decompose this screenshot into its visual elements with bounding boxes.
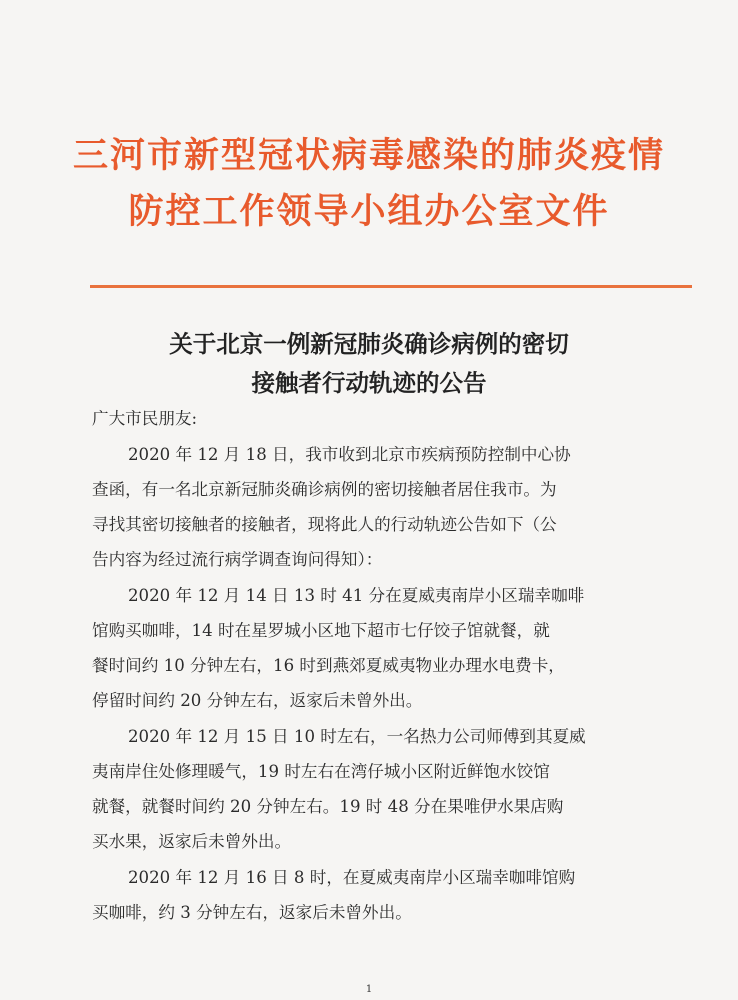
body-line: 2020 年 12 月 15 日 10 时左右，一名热力公司师傅到其夏威: [128, 727, 586, 746]
header-divider: [90, 285, 692, 288]
notice-title-line-1: 关于北京一例新冠肺炎确诊病例的密切: [169, 330, 569, 358]
greeting: 广大市民朋友:: [92, 409, 198, 428]
body-line: 就餐，就餐时间约 20 分钟左右。19 时 48 分在果唯伊水果店购: [92, 797, 564, 816]
body-line: 2020 年 12 月 18 日，我市收到北京市疾病预防控制中心协: [128, 445, 571, 464]
body-line: 2020 年 12 月 14 日 13 时 41 分在夏威夷南岸小区瑞幸咖啡: [128, 586, 585, 605]
body-line: 查函，有一名北京新冠肺炎确诊病例的密切接触者居住我市。为: [92, 480, 557, 499]
page-number: 1: [365, 984, 373, 995]
issuer-header-line-1: 三河市新型冠状病毒感染的肺炎疫情: [72, 136, 665, 176]
body-line: 寻找其密切接触者的接触者，现将此人的行动轨迹公告如下（公: [92, 515, 557, 534]
notice-title-line-2: 接触者行动轨迹的公告: [251, 369, 487, 397]
body-line: 告内容为经过流行病学调查询问得知）：: [92, 550, 383, 569]
body-line: 买水果，返家后未曾外出。: [92, 832, 292, 851]
body-line: 夷南岸住处修理暖气，19 时左右在湾仔城小区附近鲜饱水饺馆: [92, 762, 550, 781]
body-line: 买咖啡，约 3 分钟左右，返家后未曾外出。: [92, 903, 412, 922]
body-line: 馆购买咖啡，14 时在星罗城小区地下超市七仔饺子馆就餐，就: [92, 621, 550, 640]
body-line: 餐时间约 10 分钟左右，16 时到燕郊夏威夷物业办理水电费卡，: [92, 656, 565, 675]
body-line: 停留时间约 20 分钟左右，返家后未曾外出。: [92, 691, 423, 710]
issuer-header-line-2: 防控工作领导小组办公室文件: [128, 192, 610, 232]
body-line: 2020 年 12 月 16 日 8 时，在夏威夷南岸小区瑞幸咖啡馆购: [128, 868, 576, 887]
